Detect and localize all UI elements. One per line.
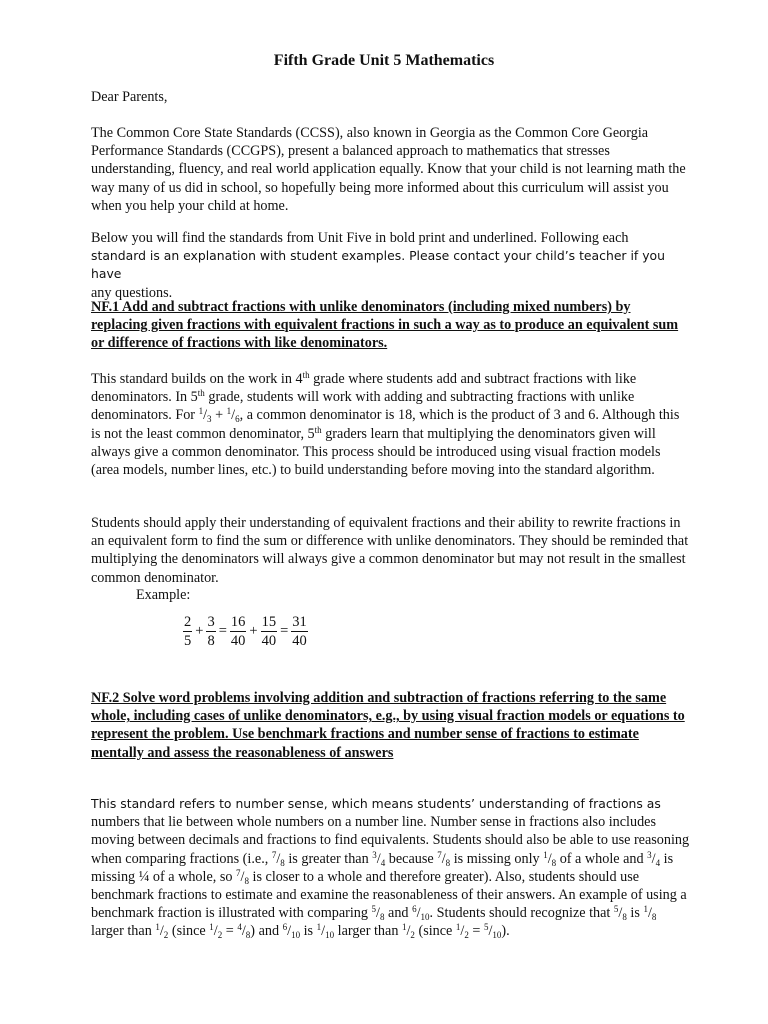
greeting: Dear Parents, xyxy=(91,89,168,105)
nf1-equivalent-fractions-paragraph: Students should apply their understanding of equivalent fractions and their ability to rewrite fractions in an equivalent form to find the sum or difference with unlike denominators. They should be reminded that multiplying the denominators will always give a common denominator but may not result in the smallest common denominator. xyxy=(91,515,689,586)
plus-sign: + xyxy=(195,623,204,640)
example-equation xyxy=(181,613,310,650)
fraction-2-5: $\frac{2}{5}$ xyxy=(184,614,192,649)
instructions-line-3: any questions. xyxy=(91,284,173,301)
nf1-explanation-paragraph: This standard builds on the work in 4th grade where students add and subtract fractions with like denominators. In 5th grade, students will work with adding and subtracting fractions with unlike denominators. For $^1/_3 + ^1/_6$, a common denominator is 18, which is the product of 3 and 6. Although this is not the least common denominator, 5th graders learn that multiplying the denominators given will always give a common denominator. This process should be introduced using visual fraction models (area models, number lines, etc.) to build understanding before moving into the standard algorithm. xyxy=(91,370,680,479)
equals-sign: = xyxy=(280,623,289,640)
intro-paragraph: The Common Core State Standards (CCSS), also known in Georgia as the Common Core Georgia Performance Standards (CCGPS), present a balanced approach to mathematics that stresses understanding, fluency, and real world application equally. Know that your child is not learning math the way many of us did in school, so hopefully being more informed about this curriculum will assist you when you help your child at home. xyxy=(91,125,686,214)
fraction-31-40: $\frac{31}{40}$ xyxy=(292,614,307,649)
nf1-standard-heading: NF.1 Add and subtract fractions with unlike denominators (including mixed numbers) by replacing given fractions with equivalent fractions in such a way as to produce an equivalent sum or difference of fractions with like denominators. xyxy=(91,299,679,352)
instructions-paragraph xyxy=(91,229,691,302)
instructions-line-1: Below you will find the standards from Unit Five in bold print and underlined. Following each xyxy=(91,230,629,246)
nf2-line-1: This standard refers to number sense, which means students’ understanding of fractions as xyxy=(91,796,661,811)
equals-sign: = xyxy=(218,623,227,640)
fraction-15-40: $\frac{15}{40}$ xyxy=(261,614,277,649)
instructions-line-2: standard is an explanation with student examples. Please contact your child’s teacher if you have xyxy=(91,248,665,282)
fraction-16-40: $\frac{16}{40}$ xyxy=(230,614,246,649)
fraction-3-8: $\frac{3}{8}$ xyxy=(207,614,215,649)
nf2-paragraph-rest: numbers that lie between whole numbers on a number line. Number sense in fractions also includes moving between decimals and fractions to find equivalents. Students should also be able to use reasoning when comparing fractions (i.e., $^7/_8$ is greater than $^3/_4$ because $^7/_8$ is missing only $^1/_8$ of a whole and $^3/_4$ is missing ¼ of a whole, so $^7/_8$ is closer to a whole and therefore greater). Also, students should use benchmark fractions to estimate and examine the reasonableness of their answers. An example of using a benchmark fraction is illustrated with comparing $^5/_8$ and $^6/_{10}$. Students should recognize that $^5/_8$ is $^1/_8$ larger than $^1/_2$ (since $^1/_2 = ^4/_8$) and $^6/_{10}$ is $^1/_{10}$ larger than $^1/_2$ (since $^1/_2 = ^5/_{10}$). xyxy=(91,814,690,941)
page-title: Fifth Grade Unit 5 Mathematics xyxy=(273,52,495,69)
nf2-explanation-paragraph xyxy=(91,795,691,941)
nf2-standard-heading: NF.2 Solve word problems involving addition and subtraction of fractions referring to the same whole, including cases of unlike denominators, e.g., by using visual fraction models or equations to represent the problem. Use benchmark fractions and number sense of fractions to estimate mentally and assess the reasonableness of answers xyxy=(91,690,685,761)
plus-sign: + xyxy=(249,623,258,640)
example-label: Example: xyxy=(136,587,191,603)
